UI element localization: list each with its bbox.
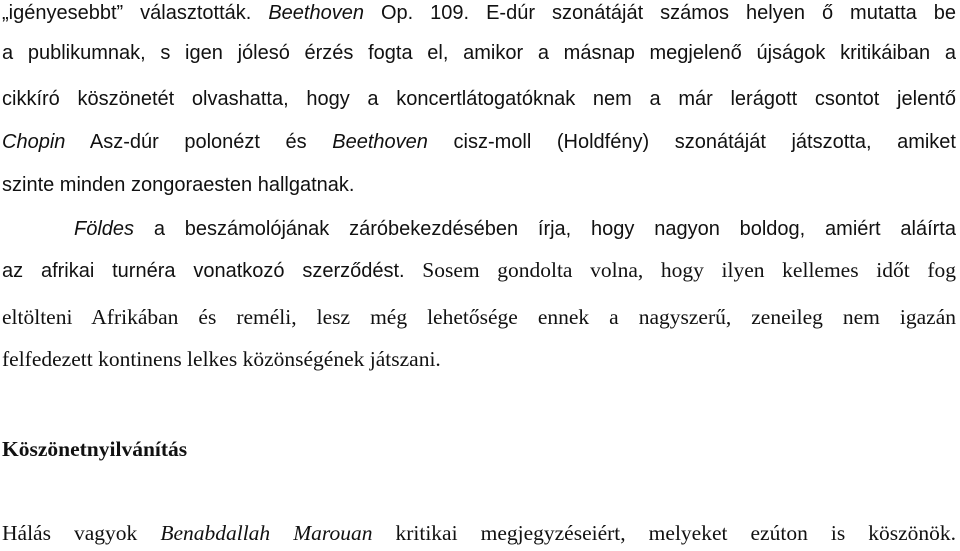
paragraph-1-line-1: „igényesebbt” választották. Beethoven Op. 109. E-dúr szonátáját számos helyen ő mutatta be xyxy=(2,2,956,24)
paragraph-2-line-2: az afrikai turnéra vonatkozó szerződést. Sosem gondolta volna, hogy ilyen kellemes időt fog xyxy=(2,258,956,282)
paragraph-1-line-3: cikkíró köszönetét olvashatta, hogy a koncertlátogatóknak nem a már lerágott csontot jelentő xyxy=(2,88,956,110)
paragraph-1-line-4: Chopin Asz-dúr polonézt és Beethoven cisz-moll (Holdfény) szonátáját játszotta, amiket xyxy=(2,131,956,153)
paragraph-2-line-4: felfedezett kontinens lelkes közönségének játszani. xyxy=(2,347,441,371)
paragraph-1-line-2: a publikumnak, s igen jólesó érzés fogta el, amikor a másnap megjelenő újságok kritikáiban a xyxy=(2,42,956,64)
acknowledgements-heading: Köszönetnyilvánítás xyxy=(2,437,188,461)
acknowledgements-text: Hálás vagyok Benabdallah Marouan kritikai megjegyzéseiért, melyeket ezúton is köszönök. xyxy=(2,521,956,545)
paragraph-1-line-5: szinte minden zongoraesten hallgatnak. xyxy=(2,174,355,196)
paragraph-2-line-1: Földes a beszámolójának záróbekezdésében írja, hogy nagyon boldog, amiért aláírta xyxy=(74,218,956,240)
paragraph-2-line-3: eltölteni Afrikában és reméli, lesz még lehetősége ennek a nagyszerű, zeneileg nem igazán xyxy=(2,305,956,329)
